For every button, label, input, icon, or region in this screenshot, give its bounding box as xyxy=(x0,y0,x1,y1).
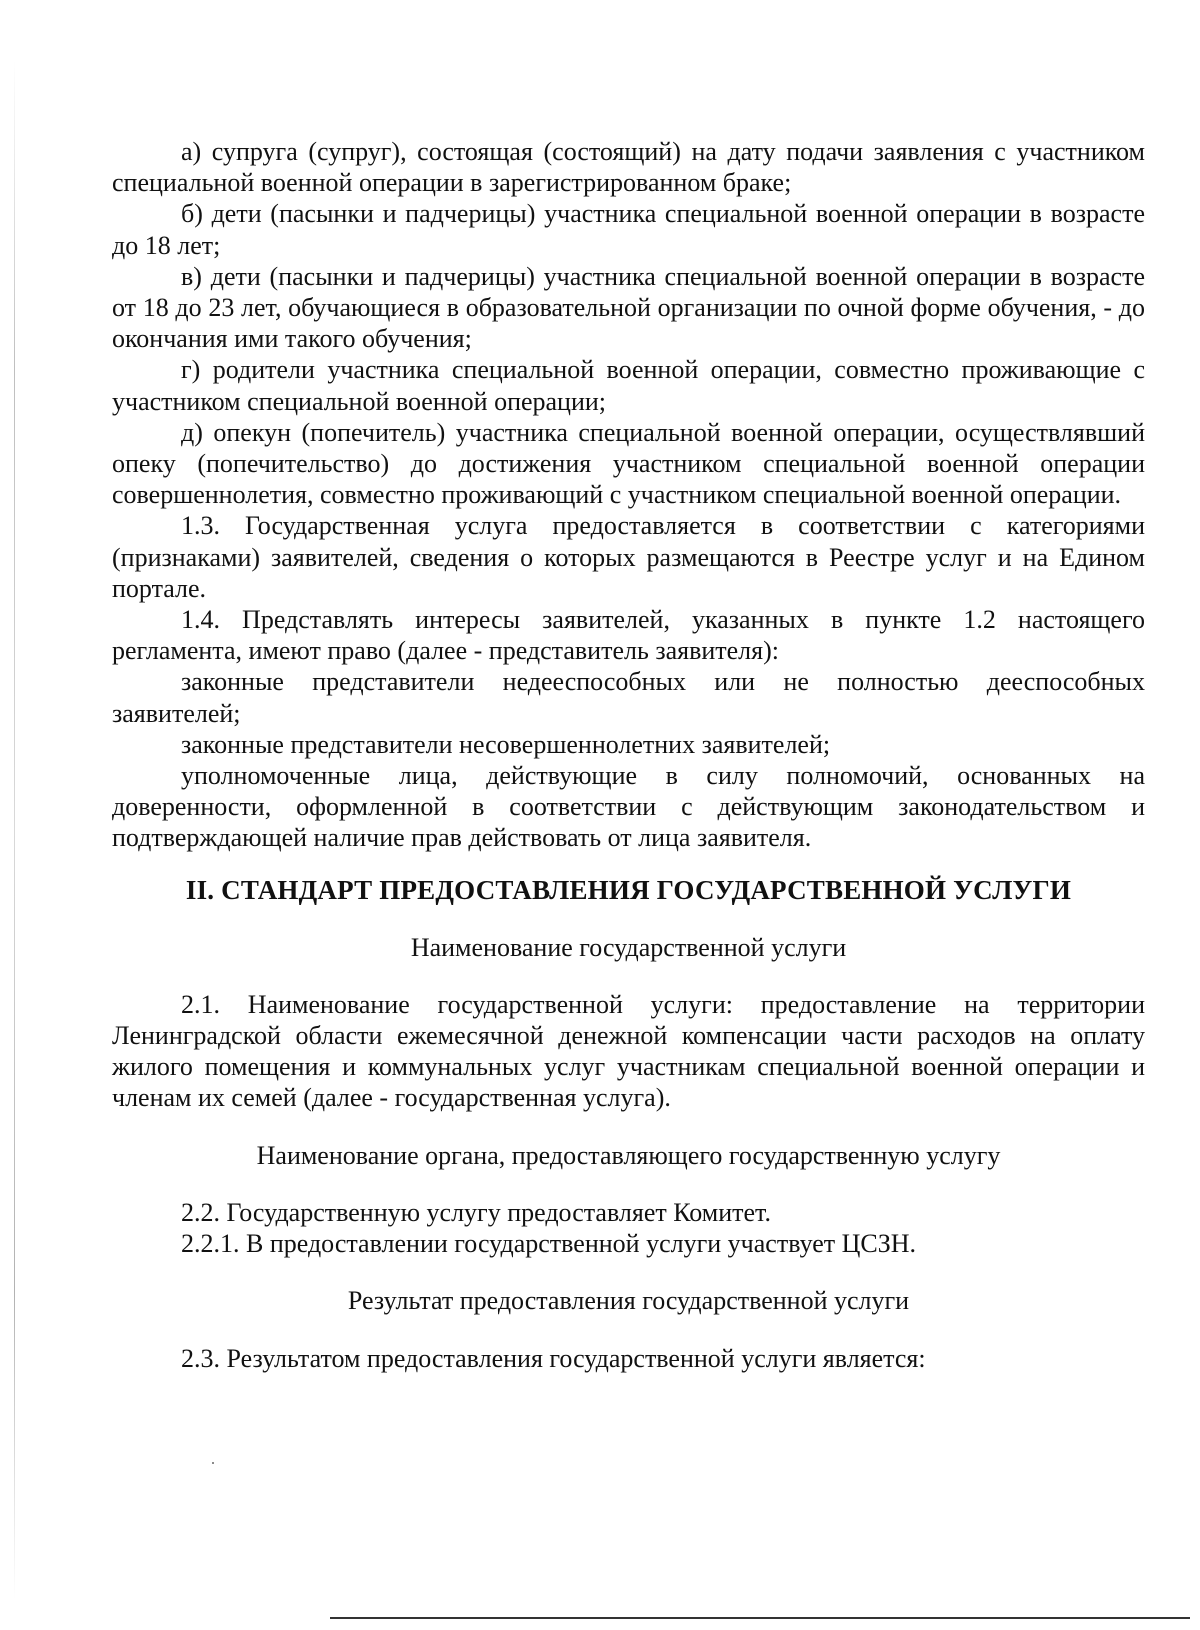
paragraph-item-b: б) дети (пасынки и падчерицы) участника специальной военной операции в возрасте до 18 лет; xyxy=(112,199,1145,260)
scan-edge-bottom xyxy=(330,1617,1190,1619)
paragraph-legal-reps-incapable: законные представители недееспособных или не полностью дееспособных заявителей; xyxy=(112,667,1145,728)
paragraph-item-d: д) опекун (попечитель) участника специальной военной операции, осуществлявший опеку (попечительство) до достижения участником специальной военной операции совершеннолетия, совместно проживающий с участником специальной военной операции. xyxy=(112,417,1145,510)
paragraph-authorized-persons: уполномоченные лица, действующие в силу полномочий, основанных на доверенности, оформленной в соответствии с действующим законодательством и подтверждающей наличие прав действовать от лица заявителя. xyxy=(112,761,1145,853)
heading-service-name: Наименование государственной услуги xyxy=(410,932,847,962)
paragraph-2-2-1: 2.2.1. В предоставлении государственной услуги участвует ЦСЗН. xyxy=(181,1229,917,1259)
scan-speck xyxy=(212,1462,214,1464)
section-title: II. СТАНДАРТ ПРЕДОСТАВЛЕНИЯ ГОСУДАРСТВЕННОЙ УСЛУГИ xyxy=(185,874,1072,905)
paragraph-2-2: 2.2. Государственную услугу предоставляет Комитет. xyxy=(181,1197,771,1227)
heading-service-organ: Наименование органа, предоставляющего государственную услугу xyxy=(256,1140,1001,1170)
paragraph-2-3: 2.3. Результатом предоставления государственной услуги является: xyxy=(181,1343,926,1373)
paragraph-2-1: 2.1. Наименование государственной услуги: предоставление на территории Ленинградской области ежемесячной денежной компенсации части расходов на оплату жилого помещения и коммунальных услуг участникам специальной военной операции и членам их семей (далее - государственная услуга). xyxy=(112,989,1145,1113)
paragraph-1-4: 1.4. Представлять интересы заявителей, указанных в пункте 1.2 настоящего регламента, имеют право (далее - представитель заявителя): xyxy=(112,605,1145,666)
heading-service-result: Результат предоставления государственной услуги xyxy=(347,1286,910,1316)
paragraph-1-3: 1.3. Государственная услуга предоставляется в соответствии с категориями (признаками) заявителей, сведения о которых размещаются в Реестре услуг и на Едином портале. xyxy=(112,511,1145,603)
paragraph-item-v: в) дети (пасынки и падчерицы) участника специальной военной операции в возрасте от 18 до 23 лет, обучающиеся в образовательной организации по очной форме обучения, - до окончания ими такого обучения; xyxy=(112,261,1145,354)
document-body xyxy=(112,136,1145,1374)
paragraph-item-a: а) супруга (супруг), состоящая (состоящий) на дату подачи заявления с участником специальной военной операции в зарегистрированном браке; xyxy=(112,137,1145,198)
paragraph-item-g: г) родители участника специальной военной операции, совместно проживающие с участником специальной военной операции; xyxy=(112,355,1145,416)
paragraph-legal-reps-minors: законные представители несовершеннолетних заявителей; xyxy=(181,729,831,759)
scan-edge-left xyxy=(14,60,15,1600)
